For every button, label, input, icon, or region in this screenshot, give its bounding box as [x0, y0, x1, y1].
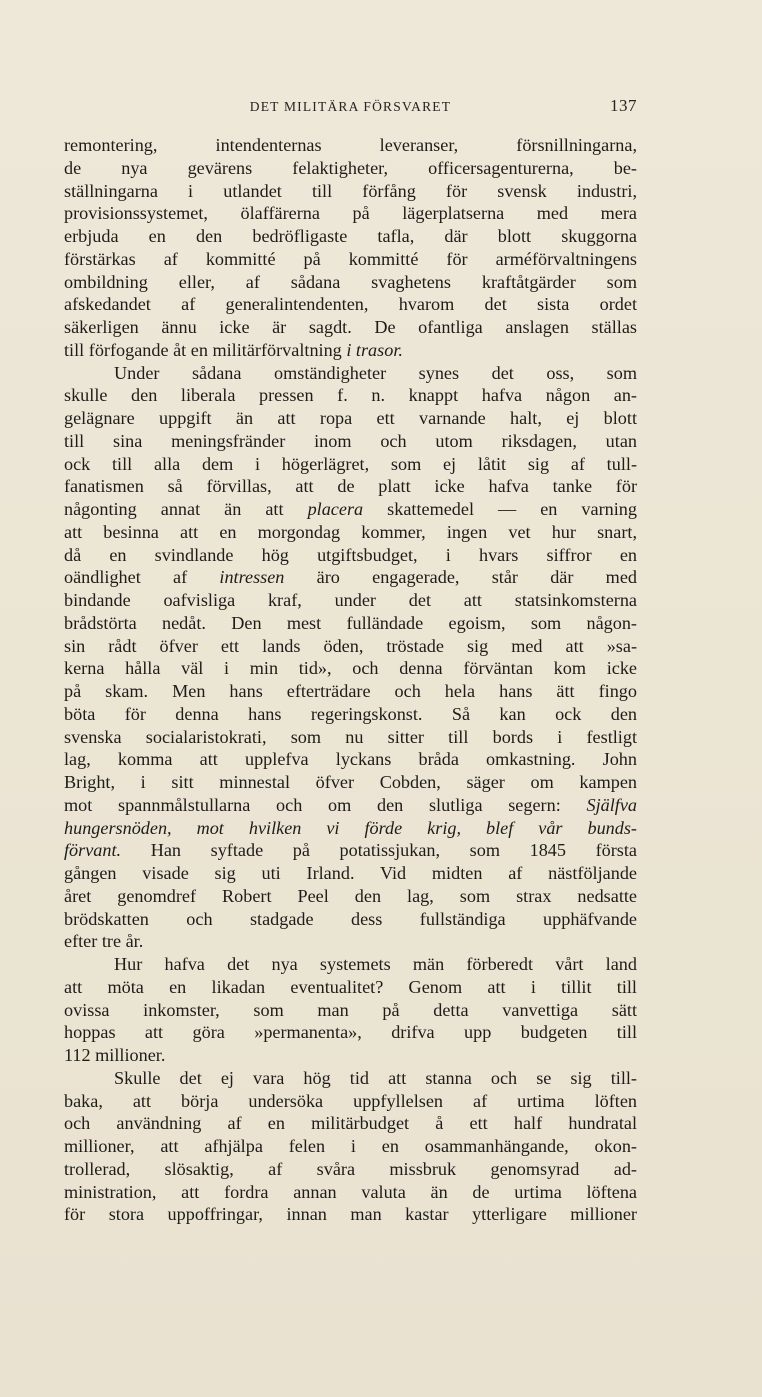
italic-segment: hungersnöden, mot hvilken vi förde krig, blef vår bunds-	[64, 817, 637, 838]
text-line	[64, 339, 637, 362]
text-line: ställningarna i utlandet till förfång för svensk industri,	[64, 180, 637, 201]
text-line: kerna hålla väl i min tid», och denna förväntan kom icke	[64, 658, 637, 679]
text-line: ock till alla dem i högerlägret, som ej låtit sig af tull-	[64, 453, 637, 474]
text-line: baka, att börja undersöka uppfyllelsen af urtima löften	[64, 1090, 637, 1111]
text-line: hoppas att göra »permanenta», drifva upp budgeten till	[64, 1022, 637, 1043]
text-segment: äro engagerade, står där med	[284, 567, 637, 588]
text-line: fanatismen så förvillas, att de platt icke hafva tanke för	[64, 476, 637, 497]
text-line	[64, 498, 637, 521]
text-segment: till förfogande åt en militärförvaltning	[64, 339, 347, 360]
text-line	[64, 794, 637, 817]
text-line: året genomdref Robert Peel den lag, som strax nedsatte	[64, 885, 637, 906]
text-segment: skattemedel — en varning	[363, 499, 637, 519]
text-line: böta för denna hans regeringskonst. Så kan ock den	[64, 703, 637, 724]
text-segment: någonting annat än att	[64, 499, 308, 519]
text-line: svenska socialaristokrati, som nu sitter till bords i festligt	[64, 726, 637, 747]
text-line: Skulle det ej vara hög tid att stanna och se sig till-	[114, 1067, 637, 1088]
text-line: brödskatten och stadgade dess fullständiga upphäfvande	[64, 908, 637, 929]
text-line: skulle den liberala pressen f. n. knappt hafva någon an-	[64, 385, 637, 406]
text-line: sin rådt öfver ett lands öden, tröstade sig med att »sa-	[64, 635, 637, 656]
text-line: bindande oafvisliga kraf, under det att statsinkomsterna	[64, 590, 637, 610]
text-line: 112 millioner.	[64, 1045, 166, 1065]
text-line: millioner, att afhjälpa felen i en osammanhängande, okon-	[64, 1136, 637, 1156]
italic-segment: intressen	[219, 567, 285, 588]
text-line: erbjuda en den bedröfligaste tafla, där blott skuggorna	[64, 226, 637, 246]
text-line: ovissa inkomster, som man på detta vanvettiga sätt	[64, 999, 637, 1020]
running-title: DET MILITÄRA FÖRSVARET	[249, 99, 452, 114]
text-line: brådstörta nedåt. Den mest fulländade egoism, som någon-	[64, 612, 637, 633]
italic-segment: Själfva	[586, 794, 637, 815]
text-line: Hur hafva det nya systemets män förberedt vårt land	[114, 954, 637, 974]
page-number: 137	[610, 96, 637, 115]
text-line: ombildning eller, af sådana svaghetens kraftåtgärder som	[64, 271, 637, 292]
page-header	[64, 96, 637, 118]
text-line: att möta en likadan eventualitet? Genom att i tillit till	[64, 976, 637, 997]
text-line: ministration, att fordra annan valuta än de urtima löftena	[64, 1181, 637, 1202]
text-line: afskedandet af generalintendenten, hvarom det sista ordet	[64, 294, 637, 315]
italic-segment: placera	[307, 499, 364, 519]
text-line: gelägnare uppgift än att ropa ett varnande halt, ej blott	[64, 408, 637, 428]
text-line: trollerad, slösaktig, af svåra missbruk genomsyrad ad-	[64, 1158, 637, 1179]
italic-segment: förvant.	[64, 840, 122, 861]
text-line: de nya gevärens felaktigheter, officersagenturerna, be-	[64, 157, 637, 178]
text-line: förstärkas af kommitté på kommitté för arméförvaltningens	[64, 248, 637, 269]
text-line: och användning af en militärbudget å ett half hundratal	[64, 1113, 637, 1134]
text-line: Bright, i sitt minnestal öfver Cobden, säger om kampen	[64, 772, 637, 792]
text-line: säkerligen ännu icke är sagdt. De ofantliga anslagen ställas	[64, 317, 637, 337]
text-line	[64, 839, 637, 862]
text-line: lag, komma att upplefva lyckans bråda omkastning. John	[64, 749, 637, 770]
text-line: att besinna att en morgondag kommer, ingen vet hur snart,	[64, 521, 637, 542]
text-line: Under sådana omständigheter synes det oss, som	[114, 362, 637, 383]
text-line: för stora uppoffringar, innan man kastar ytterligare millioner	[64, 1204, 637, 1225]
text-line: då en svindlande hög utgiftsbudget, i hvars siffror en	[64, 544, 637, 565]
italic-segment: i trasor.	[346, 339, 403, 360]
text-line: remontering, intendenternas leveranser, försnillningarna,	[64, 135, 637, 155]
text-line: provisionssystemet, ölaffärerna på lägerplatserna med mera	[64, 203, 637, 224]
text-line	[64, 817, 637, 840]
text-line: efter tre år.	[64, 931, 144, 952]
text-line: på skam. Men hans efterträdare och hela hans ätt fingo	[64, 681, 637, 701]
text-line	[64, 566, 637, 589]
text-line: gången visade sig uti Irland. Vid midten af nästföljande	[64, 863, 637, 883]
text-segment: oändlighet af	[64, 567, 220, 588]
text-segment: mot spannmålstullarna och om den slutliga segern:	[64, 794, 587, 815]
body-text	[64, 134, 637, 1226]
text-line: till sina meningsfränder inom och utom riksdagen, utan	[64, 430, 637, 451]
text-segment: Han syftade på potatissjukan, som 1845 första	[121, 840, 637, 861]
